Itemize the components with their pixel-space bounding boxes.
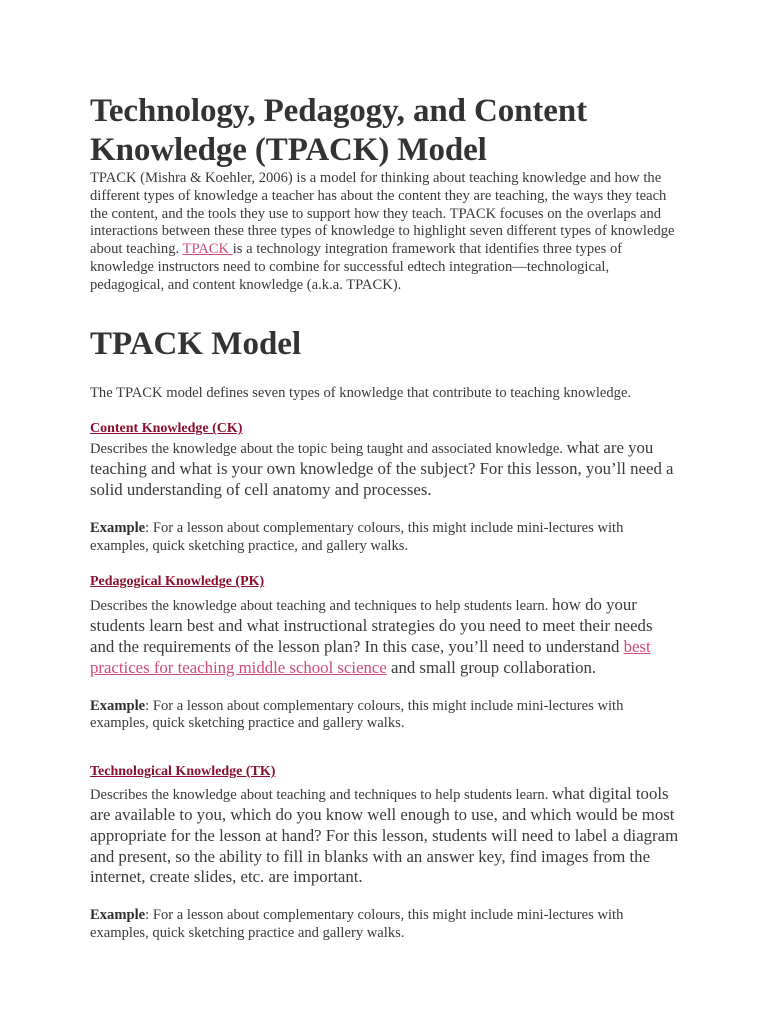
pedagogical-knowledge-description xyxy=(90,595,680,678)
pk-desc-after: and small group collaboration. xyxy=(386,657,597,677)
ck-desc-big: what are you teaching and what is your own knowledge of the subject? For this lesson, you’ll need a solid understanding of cell anatomy and processes. xyxy=(90,438,674,499)
content-knowledge-example xyxy=(90,520,680,556)
best-practices-link[interactable]: best practices for teaching middle school science xyxy=(90,636,651,677)
pk-example-text: : For a lesson about complementary colours, this might include mini-lectures with examples, quick sketching practice and gallery walks. xyxy=(90,697,624,732)
tk-desc-small: Describes the knowledge about teaching and techniques to help students learn. xyxy=(90,787,552,804)
pedagogical-knowledge-example xyxy=(90,698,680,734)
pk-example-label: Example xyxy=(90,697,146,714)
intro-text-1: TPACK (Mishra & Koehler, 2006) is a model for thinking about teaching knowledge and how the different types of knowledge a teacher has about the content they are teaching, the ways they teach the content, and the tools they use to support how they teach. TPACK focuses on the overlaps and interactions between these three types of knowledge to highlight seven different types of knowledge about teaching. xyxy=(90,170,675,258)
technological-knowledge-heading-link[interactable]: Technological Knowledge (TK) xyxy=(90,764,276,780)
tk-example-label: Example xyxy=(90,907,146,924)
document-page xyxy=(90,92,680,943)
intro-text-2: is a technology integration framework that identifies three types of knowledge instructors need to combine for successful edtech integration—technological, pedagogical, and content knowledge (a.k.a. TPACK). xyxy=(90,241,623,293)
tpack-link[interactable]: TPACK xyxy=(182,241,233,258)
content-knowledge-heading-link[interactable]: Content Knowledge (CK) xyxy=(90,421,243,437)
tk-example-text: : For a lesson about complementary colours, this might include mini-lectures with examples, quick sketching practice and gallery walks. xyxy=(90,907,624,941)
ck-example-text: : For a lesson about complementary colours, this might include mini-lectures with examples, quick sketching practice, and gallery walks. xyxy=(90,519,624,554)
section-heading-tpack-model: TPACK Model xyxy=(90,325,302,362)
content-knowledge-description xyxy=(90,438,680,500)
pedagogical-knowledge-heading-link[interactable]: Pedagogical Knowledge (PK) xyxy=(90,574,265,590)
ck-desc-small: Describes the knowledge about the topic being taught and associated knowledge. xyxy=(90,441,567,458)
pk-desc-small: Describes the knowledge about teaching and techniques to help students learn. xyxy=(90,598,552,615)
page-title-line-1: Technology, Pedagogy, and Content xyxy=(90,93,587,129)
tk-desc-big: what digital tools are available to you, which do you know well enough to use, and which would be most appropriate for the lesson at hand? For this lesson, students will need to label a diagram and present, so the ability to fill in blanks with an answer key, find images from the internet, create slides, etc. are important. xyxy=(90,784,679,887)
page-title xyxy=(90,92,680,170)
technological-knowledge-example xyxy=(90,907,680,943)
pk-desc-big: how do your students learn best and what instructional strategies do you need to meet their needs and the requirements of the lesson plan? In this case, you’ll need to understand xyxy=(90,595,653,656)
ck-example-label: Example xyxy=(90,519,146,536)
technological-knowledge-description xyxy=(90,784,680,888)
page-title-line-2: Knowledge (TPACK) Model xyxy=(90,132,487,168)
model-intro-paragraph: The TPACK model defines seven types of knowledge that contribute to teaching knowledge. xyxy=(90,384,632,401)
intro-paragraph xyxy=(90,170,680,295)
